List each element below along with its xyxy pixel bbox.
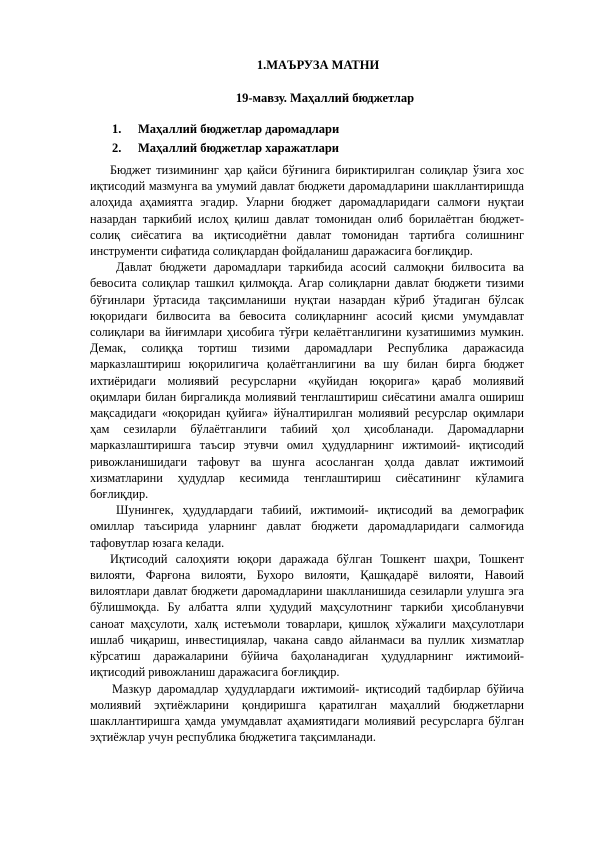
outline-item (112, 139, 339, 158)
topic-outline (112, 120, 339, 158)
paragraph: Иқтисодий салоҳияти юқори даражада бўлган Тошкент шаҳри, Тошкент вилояти, Фарғона вилояти, Бухоро вилояти, Қашқадарё вилояти, Навоий вилоятлари давлат бюджети даромадларини шаклланишида сезиларли улушга эга бўлишмоқда. Бу албатта ялпи ҳудудий маҳсулотнинг таркиби ҳисобланувчи саноат маҳсулоти, халқ истеъмоли товарлари, қишлоқ хўжалиги маҳсулотлари ишлаб чиқариш, инвестициялар, чакана савдо айланмаси ва пуллик хизматлар кўрсатиш даражаларини бўйича баҳоланадиган ҳудудларнинг ижтимоий- иқтисодий ривожланиш даражасига боғлиқдир. (90, 551, 524, 680)
outline-item (112, 120, 339, 139)
outline-item-text: Маҳаллий бюджетлар харажатлари (138, 141, 340, 155)
paragraph: Шунингек, ҳудудлардаги табиий, ижтимоий- иқтисодий ва демографик омиллар таъсирида уларнинг давлат бюджети даромадларидаги салмоғида тафовутлар юзага келади. (90, 503, 524, 550)
body-text (90, 162, 524, 745)
paragraph: Давлат бюджети даромадлари таркибида асосий салмоқни билвосита ва бевосита солиқлар ташкил қилмоқда. Агар солиқларни давлат бюджети тизими бўғинлари ўртасида тақсимланиши нуқтаи назардан кўриб ўтадиган бўлсак юқоридаги билвосита ва бевосита солиқларнинг асосий қисми умумдавлат солиқлари ва йиғимлари ҳисобига тўғри келаётганлигини кузатишимиз мумкин. Демак, солиққа тортиш тизими даромадлари Республика даражасида марказлаштириш юқорилигича қолаётганлигини ва шу билан бирга бюджет ихтиёридаги молиявий ресурсларни «қуйидан юқорига» қараб молиявий оқимлари билан биргаликда молиявий тенглаштириш сиёсатини амалга ошириш мақсадидаги «юқоридан қуйига» йўналтирилган молиявий ресурслар оқимлари ҳам сезиларли бўлаётганлиги табиий ҳол ҳисобланади. Даромадларни марказлаштиришга таъсир этувчи омил ҳудудларнинг ижтимоий- иқтисодий ривожланишидаги тафовут ва шунга асосланган ҳолда давлат ижтимоий хизматларини ҳудудлар кесимида тенглаштириш сиёсатининг кўламига боғлиқдир. (90, 260, 524, 502)
lecture-title: 1.МАЪРУЗА МАТНИ (256, 58, 380, 72)
outline-item-number: 1. (112, 122, 122, 136)
paragraph: Бюджет тизимининг ҳар қайси бўғинига бириктирилган солиқлар ўзига хос иқтисодий мазмунга ва умумий давлат бюджети даромадларини шакллантиришда алоҳида аҳамиятга эгадир. Уларни бюджет даромадларидаги салмоғи нуқтаи назардан таркибий ислоҳ қилиш давлат томонидан олиб борилаётган бюджет- солиқ сиёсатига ва иқтисодиётни давлат томонидан тартибга солишнинг инструменти сифатида солиқлардан фойдаланиш даражасига боғлиқдир. (90, 163, 524, 259)
outline-item-text: Маҳаллий бюджетлар даромадлари (138, 122, 340, 136)
paragraph: Мазкур даромадлар ҳудудлардаги ижтимоий- иқтисодий тадбирлар бўйича молиявий эҳтиёжларини қондиришга қаратилган маҳаллий бюджетларни шакллантиришга ҳамда умумдавлат аҳамиятидаги молиявий ресурсларга бўлган эҳтиёжлар учун республика бюджетига тақсимланади. (90, 681, 524, 745)
topic-subtitle: 19-мавзу. Маҳаллий бюджетлар (235, 91, 415, 105)
outline-item-number: 2. (112, 141, 122, 155)
